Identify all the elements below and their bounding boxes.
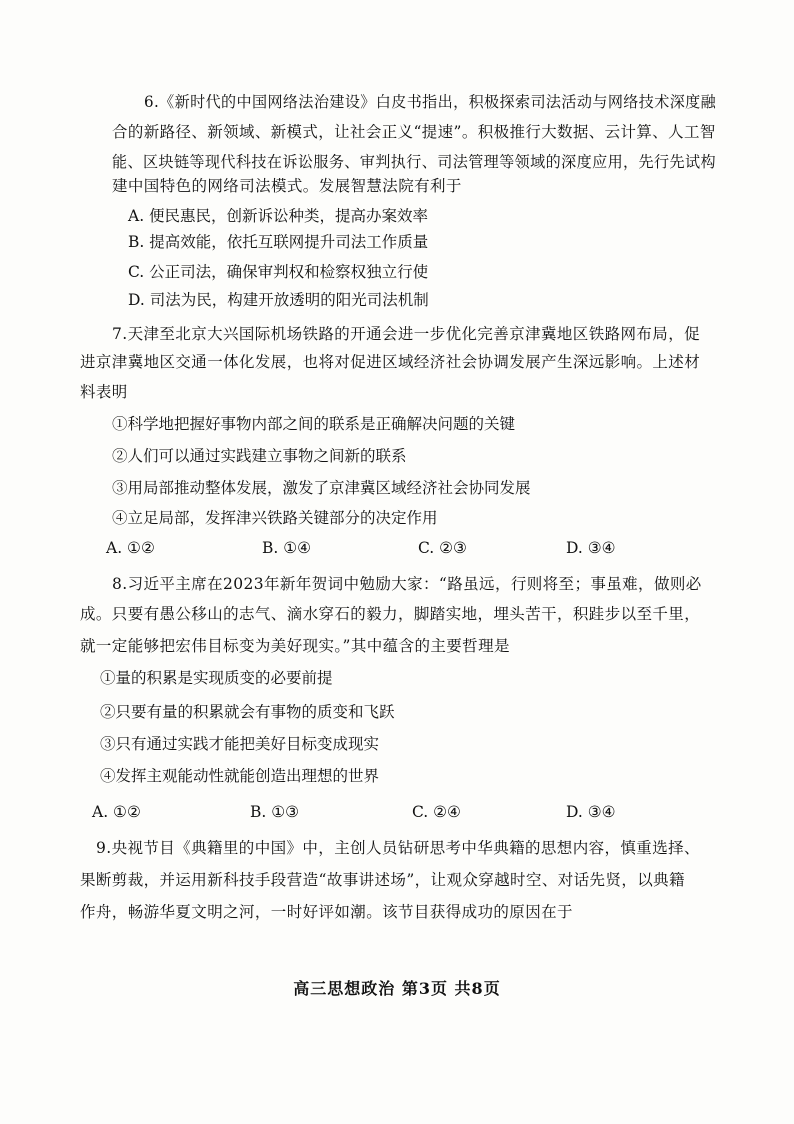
q7-item-3: ③用局部推动整体发展，激发了京津冀区域经济社会协同发展 (112, 479, 531, 497)
page-footer: 高三思想政治 第3页 共8页 (293, 979, 501, 998)
q6-option-d: D. 司法为民，构建开放透明的阳光司法机制 (128, 291, 429, 309)
q6-stem-line-2: 合的新路径、新领域、新模式，让社会正义“提速”。积极推行大数据、云计算、人工智 (112, 123, 716, 141)
q7-choice-c: C. ②③ (418, 539, 467, 557)
q8-item-2: ②只要有量的积累就会有事物的质变和飞跃 (100, 703, 395, 721)
q6-stem-line-4: 建中国特色的网络司法模式。发展智慧法院有利于 (112, 177, 462, 195)
q8-choice-a: A. ①② (92, 803, 141, 821)
q7-choice-a: A. ①② (106, 539, 155, 557)
q8-stem-line-2: 成。只要有愚公移山的志气、滴水穿石的毅力，脚踏实地，埋头苦干，积跬步以至千里， (80, 605, 701, 623)
q6-stem-line-1: 6.《新时代的中国网络法治建设》白皮书指出，积极探索司法活动与网络技术深度融 (144, 93, 717, 111)
q7-stem-line-3: 料表明 (80, 383, 128, 401)
q8-stem-line-1: 8.习近平主席在2023年新年贺词中勉励大家：“路虽远，行则将至；事虽难，做则必 (112, 575, 702, 593)
q8-item-3: ③只有通过实践才能把美好目标变成现实 (100, 735, 380, 753)
q7-stem-line-1: 7.天津至北京大兴国际机场铁路的开通会进一步优化完善京津冀地区铁路网布局，促 (112, 325, 700, 343)
q8-stem-line-3: 就一定能够把宏伟目标变为美好现实。”其中蕴含的主要哲理是 (80, 637, 510, 655)
q8-choice-d: D. ③④ (566, 803, 616, 821)
q9-stem-line-3: 作舟，畅游华夏文明之河，一时好评如潮。该节目获得成功的原因在于 (80, 903, 573, 921)
q7-item-2: ②人们可以通过实践建立事物之间新的联系 (112, 447, 407, 465)
q8-choice-c: C. ②④ (412, 803, 461, 821)
q8-choice-b: B. ①③ (250, 803, 300, 821)
q6-option-c: C. 公正司法，确保审判权和检察权独立行使 (128, 263, 429, 281)
q7-stem-line-2: 进京津冀地区交通一体化发展，也将对促进区域经济社会协调发展产生深远影响。上述材 (80, 353, 701, 371)
q6-stem-line-3: 能、区块链等现代科技在诉讼服务、审判执行、司法管理等领域的深度应用，先行先试构 (112, 153, 716, 171)
q6-option-a: A. 便民惠民，创新诉讼种类，提高办案效率 (128, 207, 429, 225)
q9-stem-line-1: 9.央视节目《典籍里的中国》中，主创人员钻研思考中华典籍的思想内容，慎重选择、 (96, 839, 700, 857)
q8-item-4: ④发挥主观能动性就能创造出理想的世界 (100, 767, 380, 785)
q7-choice-d: D. ③④ (566, 539, 616, 557)
q7-item-4: ④立足局部，发挥津兴铁路关键部分的决定作用 (112, 509, 438, 527)
q7-item-1: ①科学地把握好事物内部之间的联系是正确解决问题的关键 (112, 415, 516, 433)
q8-item-1: ①量的积累是实现质变的必要前提 (100, 669, 333, 687)
q6-option-b: B. 提高效能，依托互联网提升司法工作质量 (128, 233, 429, 251)
q7-choice-b: B. ①④ (262, 539, 312, 557)
q9-stem-line-2: 果断剪裁，并运用新科技手段营造“故事讲述场”，让观众穿越时空、对话先贤，以典籍 (80, 871, 685, 889)
